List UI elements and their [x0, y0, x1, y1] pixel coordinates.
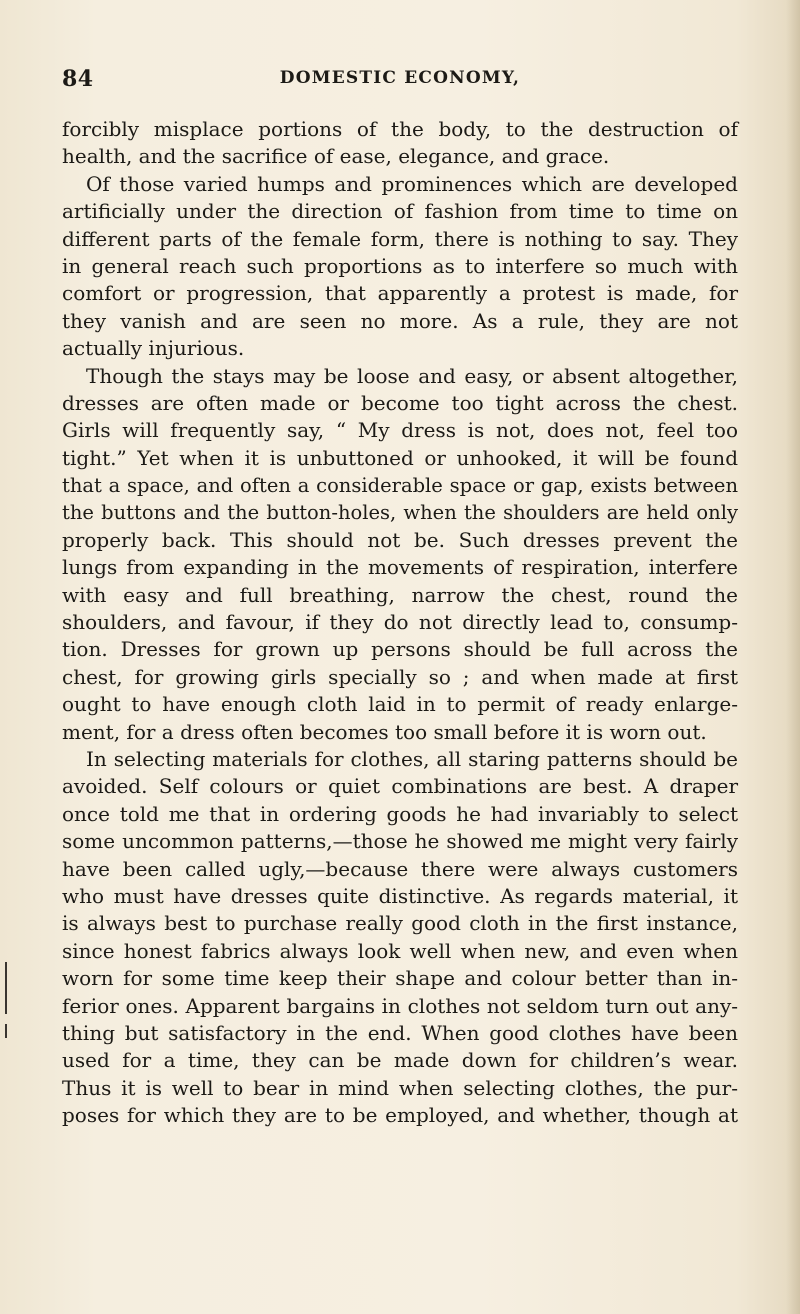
- margin-mark: [5, 962, 7, 1014]
- text-line: is always best to purchase really good cloth in the first instance,: [62, 911, 738, 936]
- text-line: artificially under the direction of fashion from time to time on: [62, 199, 738, 224]
- text-line: who must have dresses quite distinctive. As regards material, it: [62, 883, 738, 908]
- text-line: health, and the sacrifice of ease, elegance, and grace.: [62, 144, 610, 169]
- text-line: since honest fabrics always look well when new, and even when: [62, 938, 738, 963]
- text-line: dresses are often made or become too tight across the chest.: [62, 390, 738, 415]
- text-line: poses for which they are to be employed, and whether, though at: [62, 1103, 738, 1128]
- text-line: tight.” Yet when it is unbuttoned or unhooked, it will be found: [62, 445, 738, 470]
- page-number: 84: [62, 66, 94, 92]
- text-line: have been called ugly,—because there were always customers: [62, 856, 738, 881]
- text-line: lungs from expanding in the movements of respiration, interfere: [62, 555, 738, 580]
- text-line: shoulders, and favour, if they do not directly lead to, consump-: [62, 610, 738, 635]
- text-line: chest, for growing girls specially so ; and when made at first: [62, 664, 738, 689]
- text-line: forcibly misplace portions of the body, to the destruction of: [62, 117, 738, 141]
- text-line: comfort or progression, that apparently a protest is made, for: [62, 281, 738, 306]
- text-line: some uncommon patterns,—those he showed me might very fairly: [62, 829, 738, 854]
- page-edge-shadow: [786, 0, 800, 1314]
- text-line: once told me that in ordering goods he had invariably to select: [62, 801, 738, 826]
- margin-mark: [5, 1024, 7, 1038]
- text-line: actually injurious.: [62, 336, 245, 361]
- text-line: that a space, and often a considerable space or gap, exists between: [62, 474, 738, 498]
- text-line: ferior ones. Apparent bargains in clothes not seldom turn out any-: [62, 993, 738, 1018]
- text-line: In selecting materials for clothes, all staring patterns should be: [86, 746, 738, 771]
- text-line: Though the stays may be loose and easy, or absent altogether,: [86, 363, 738, 388]
- running-title: DOMESTIC ECONOMY,: [279, 68, 521, 88]
- text-line: in general reach such proportions as to interfere so much with: [62, 253, 738, 278]
- text-line: Thus it is well to bear in mind when selecting clothes, the pur-: [62, 1075, 738, 1100]
- page-header: [62, 66, 738, 94]
- text-line: they vanish and are seen no more. As a rule, they are not: [62, 308, 738, 333]
- text-line: Girls will frequently say, “ My dress is not, does not, feel too: [62, 418, 738, 443]
- text-line: avoided. Self colours or quiet combinations are best. A draper: [62, 774, 738, 799]
- text-line: tion. Dresses for grown up persons should be full across the: [62, 637, 738, 662]
- text-line: Of those varied humps and prominences which are developed: [86, 171, 738, 196]
- text-line: the buttons and the button-holes, when the shoulders are held only: [62, 501, 738, 525]
- text-line: ment, for a dress often becomes too small before it is worn out.: [62, 719, 707, 744]
- text-line: used for a time, they can be made down for children’s wear.: [62, 1048, 738, 1073]
- text-line: with easy and full breathing, narrow the chest, round the: [62, 582, 738, 607]
- body-text: [62, 116, 738, 1129]
- text-line: thing but satisfactory in the end. When good clothes have been: [62, 1020, 738, 1045]
- text-line: worn for some time keep their shape and colour better than in-: [62, 966, 738, 991]
- text-line: properly back. This should not be. Such dresses prevent the: [62, 527, 738, 552]
- text-line: different parts of the female form, there is nothing to say. They: [62, 226, 738, 251]
- text-line: ought to have enough cloth laid in to permit of ready enlarge-: [62, 692, 738, 717]
